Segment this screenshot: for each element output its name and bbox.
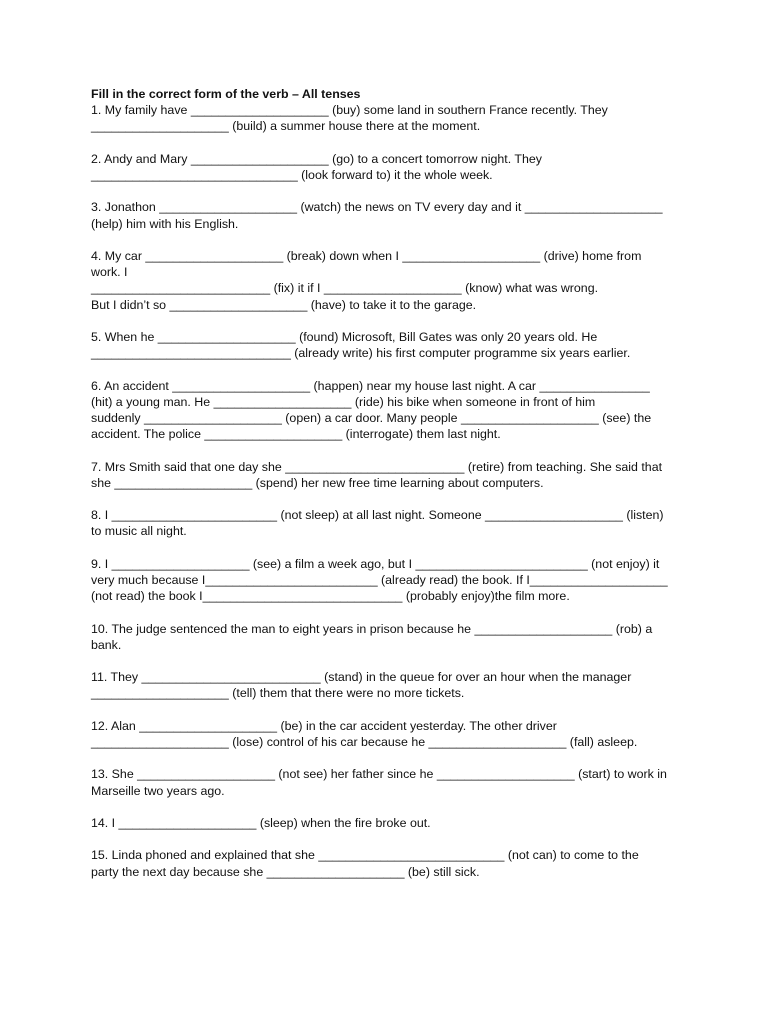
question-line: 14. I ____________________ (sleep) when the fire broke out. <box>91 815 431 830</box>
question-line: work. I <box>91 265 128 280</box>
worksheet-page <box>91 86 691 896</box>
question-line: 11. They __________________________ (stand) in the queue for over an hour when the manager <box>91 670 632 685</box>
question-line: 10. The judge sentenced the man to eight years in prison because he ____________________ (rob) a <box>91 621 653 636</box>
question-line: 9. I ____________________ (see) a film a week ago, but I _________________________ (not enjoy) it <box>91 556 660 571</box>
question-line: accident. The police ____________________ (interrogate) them last night. <box>91 427 501 442</box>
question-line: (hit) a young man. He ____________________ (ride) his bike when someone in front of him <box>91 394 596 409</box>
question-item <box>91 378 691 443</box>
question-line: _____________________________ (already write) his first computer programme six years earlier. <box>91 346 631 361</box>
question-line: 2. Andy and Mary ____________________ (go) to a concert tomorrow night. They <box>91 151 542 166</box>
question-line: bank. <box>91 637 122 652</box>
question-item <box>91 248 691 313</box>
question-line: 8. I ________________________ (not sleep) at all last night. Someone ____________________ (listen) <box>91 508 664 523</box>
question-item <box>91 556 691 605</box>
question-line: ______________________________ (look forward to) it the whole week. <box>91 168 493 182</box>
worksheet-title: Fill in the correct form of the verb – All tenses <box>91 87 361 101</box>
question-line: 5. When he ____________________ (found) Microsoft, Bill Gates was only 20 years old. He <box>91 329 598 344</box>
question-line: 1. My family have ____________________ (buy) some land in southern France recently. They <box>91 103 608 118</box>
question-item <box>91 329 691 361</box>
question-line: 3. Jonathon ____________________ (watch) the news on TV every day and it ____________________ <box>91 200 663 215</box>
question-line: __________________________ (fix) it if I ____________________ (know) what was wrong. <box>91 281 599 296</box>
question-item <box>91 459 691 491</box>
question-item <box>91 718 691 750</box>
question-item <box>91 766 691 798</box>
question-item <box>91 151 691 183</box>
question-line: to music all night. <box>91 524 187 539</box>
question-line: (help) him with his English. <box>91 216 239 231</box>
question-line: But I didn’t so ____________________ (have) to take it to the garage. <box>91 297 477 312</box>
question-item <box>91 815 691 831</box>
question-line: she ____________________ (spend) her new free time learning about computers. <box>91 475 544 490</box>
question-item <box>91 102 691 134</box>
question-line: Marseille two years ago. <box>91 783 225 798</box>
question-item <box>91 621 691 653</box>
question-item <box>91 199 691 231</box>
question-line: 6. An accident ____________________ (happen) near my house last night. A car ________________ <box>91 378 650 393</box>
question-line: very much because I_________________________ (already read) the book. If I____________________ <box>91 572 668 587</box>
question-line: 7. Mrs Smith said that one day she __________________________ (retire) from teaching. She said that <box>91 459 663 474</box>
question-list <box>91 102 691 880</box>
question-line: suddenly ____________________ (open) a car door. Many people ____________________ (see) the <box>91 410 652 425</box>
question-item <box>91 847 691 879</box>
question-line: 12. Alan ____________________ (be) in the car accident yesterday. The other driver <box>91 718 557 733</box>
question-line: ____________________ (build) a summer house there at the moment. <box>91 119 481 134</box>
question-line: 13. She ____________________ (not see) her father since he ____________________ (start) to work in <box>91 767 667 782</box>
question-item <box>91 669 691 701</box>
question-item <box>91 507 691 539</box>
question-line: (not read) the book I_____________________________ (probably enjoy)the film more. <box>91 589 570 604</box>
question-line: 4. My car ____________________ (break) down when I ____________________ (drive) home from <box>91 248 642 263</box>
question-line: party the next day because she ____________________ (be) still sick. <box>91 864 480 879</box>
question-line: ____________________ (lose) control of his car because he ____________________ (fall) asleep. <box>91 734 638 749</box>
question-line: 15. Linda phoned and explained that she ___________________________ (not can) to come to the <box>91 848 639 863</box>
question-line: ____________________ (tell) them that there were no more tickets. <box>91 686 465 701</box>
